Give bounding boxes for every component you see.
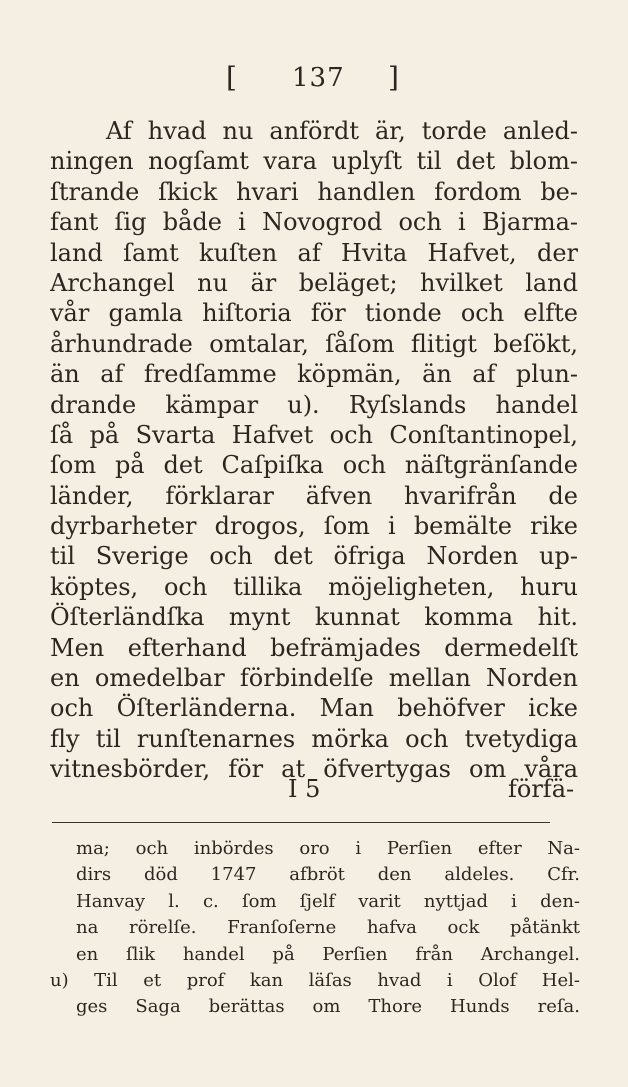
footnote-line: u) Til et prof kan läſas hvad i Olof Hel- <box>50 969 580 991</box>
body-line: en omedelbar förbindelſe mellan Norden <box>50 664 578 693</box>
footnote-line: ges Saga berättas om Thore Hunds reſa. <box>76 996 580 1018</box>
body-line: land ſamt kuſten af Hvita Hafvet, der <box>50 238 578 267</box>
footnote-line: na rörelſe. Franſoſerne hafva ock påtänkt <box>76 917 580 939</box>
body-text <box>50 116 578 785</box>
body-line: vår gamla hiſtoria för tionde och elfte <box>50 299 578 328</box>
catchword: förfä- <box>508 775 575 803</box>
body-line: Men efterhand befrämjades dermedelſt <box>50 633 578 662</box>
footnote-line: Hanvay l. c. ſom ſjelf varit nyttjad i den- <box>76 890 580 912</box>
body-line: ſtrande ſkick hvari handlen fordom be- <box>50 177 578 206</box>
body-line: drande kämpar u). Ryſslands handel <box>50 390 578 419</box>
body-line: Archangel nu är beläget; hvilket land <box>50 268 578 297</box>
signature-row <box>0 772 628 806</box>
body-line: Öſterländſka mynt kunnat komma hit. <box>50 603 578 632</box>
footnote-divider <box>52 822 550 823</box>
body-line: fly til runſtenarnes mörka och tvetydiga <box>50 724 578 753</box>
header-bracket-left: [ <box>226 61 237 94</box>
body-line: ſom på det Caſpiſka och näſtgränſande <box>50 451 578 480</box>
body-line: århundrade omtalar, ſåſom flitigt beſökt, <box>50 329 578 358</box>
body-line: vitnesbörder, för at öfvertygas om våra <box>50 755 578 784</box>
footnote-line: ma; och inbördes oro i Perſien efter Na- <box>76 838 580 859</box>
page-header <box>0 58 628 98</box>
body-line: länder, förklarar äfven hvarifrån de <box>50 481 578 510</box>
body-line: fant ſig både i Novogrod och i Bjarma- <box>50 208 578 237</box>
body-line: Af hvad nu anfördt är, torde anled- <box>106 117 578 145</box>
body-line: och Öſterländerna. Man behöfver icke <box>50 694 578 723</box>
body-line: ningen nogſamt vara uplyſt til det blom- <box>50 147 578 176</box>
signature-mark: I 5 <box>288 775 321 803</box>
body-line: ſå på Svarta Hafvet och Conſtantinopel, <box>50 420 578 449</box>
body-line: dyrbarheter drogos, ſom i bemälte rike <box>50 512 578 541</box>
header-bracket-right: ] <box>388 61 399 94</box>
footnotes <box>50 836 580 1021</box>
body-line: til Sverige och det öfriga Norden up- <box>50 542 578 571</box>
footnote-line: dirs död 1747 afbröt den aldeles. Cfr. <box>76 864 580 886</box>
footnote-line: en ſlik handel på Perſien från Archangel. <box>76 943 580 965</box>
body-line: köptes, och tillika möjeligheten, huru <box>50 572 578 601</box>
body-line: än af fredſamme köpmän, än af plun- <box>50 360 578 389</box>
page-number: 137 <box>292 63 345 93</box>
